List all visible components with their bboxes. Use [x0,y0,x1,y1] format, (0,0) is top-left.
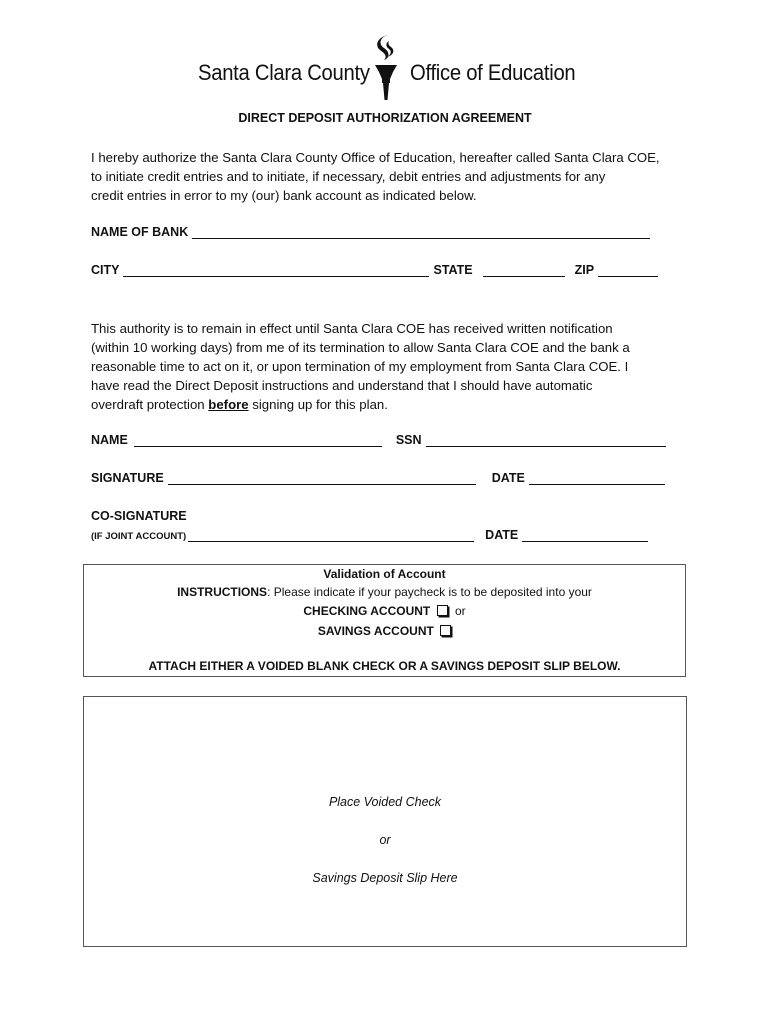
org-name-right: Office of Education [410,60,576,85]
attach-instruction: ATTACH EITHER A VOIDED BLANK CHECK OR A SAVINGS DEPOSIT SLIP BELOW. [148,659,621,673]
state-line[interactable] [483,264,565,277]
bank-name-line[interactable] [192,226,650,239]
name-label: NAME [91,433,128,447]
if-joint-label: (IF JOINT ACCOUNT) [91,531,187,542]
intro-paragraph [91,148,691,205]
instructions-text: : Please indicate if your paycheck is to be deposited into your [267,585,592,599]
intro-line: I hereby authorize the Santa Clara County Office of Education, hereafter called Santa Clara COE, [91,150,660,165]
date-line[interactable] [529,472,665,485]
signature-date-row [91,471,665,485]
name-ssn-row [91,433,666,447]
authority-emphasis: before [208,397,249,412]
bank-name-row [91,225,650,239]
form-title: DIRECT DEPOSIT AUTHORIZATION AGREEMENT [238,111,532,125]
checking-option [83,604,686,618]
authority-line [91,395,691,414]
authority-last-prefix: overdraft protection [91,397,209,412]
city-label: CITY [91,263,120,277]
date-label: DATE [491,471,525,485]
savings-label: SAVINGS ACCOUNT [317,624,434,638]
authority-line: (within 10 working days) from me of its termination to allow Santa Clara COE and the bank a [91,340,630,355]
zip-line[interactable] [598,264,658,277]
validation-instructions [83,585,686,599]
authority-line: reasonable time to act on it, or upon termination of my employment from Santa Clara COE. I [91,359,629,374]
authority-paragraph [91,319,691,414]
zip-label: ZIP [574,263,595,277]
check-area-line3: Savings Deposit Slip Here [312,871,458,885]
co-signature-row [91,528,648,542]
city-line[interactable] [123,264,429,277]
org-name-left: Santa Clara County [198,60,370,85]
check-area-line1: Place Voided Check [328,795,442,809]
bank-name-label: NAME OF BANK [91,225,189,239]
co-signature-line[interactable] [188,529,474,542]
savings-checkbox[interactable] [440,625,451,636]
city-state-zip-row [91,263,658,277]
authority-line: have read the Direct Deposit instructions and understand that I should have automatic [91,378,593,393]
checking-checkbox[interactable] [437,605,448,616]
date2-label: DATE [485,528,519,542]
signature-line[interactable] [168,472,476,485]
ssn-line[interactable] [426,434,666,447]
check-attachment-area [83,696,687,947]
intro-line: to initiate credit entries and to initiate, if necessary, debit entries and adjustments for any [91,169,606,184]
authority-last-suffix: signing up for this plan. [248,397,388,412]
check-area-line2: or [379,833,391,847]
checking-label: CHECKING ACCOUNT [303,604,431,618]
state-label: STATE [433,263,473,277]
name-line[interactable] [134,434,382,447]
validation-title: Validation of Account [323,567,446,581]
date2-line[interactable] [522,529,648,542]
co-signature-label: CO-SIGNATURE [91,509,187,523]
authority-line: This authority is to remain in effect until Santa Clara COE has received written notification [91,321,613,336]
torch-logo-icon [366,32,406,102]
ssn-label: SSN [395,433,422,447]
intro-line: credit entries in error to my (our) bank account as indicated below. [91,188,477,203]
signature-label: SIGNATURE [91,471,164,485]
or-text: or [454,604,466,618]
instructions-label: INSTRUCTIONS [177,585,268,599]
savings-option [83,624,686,638]
